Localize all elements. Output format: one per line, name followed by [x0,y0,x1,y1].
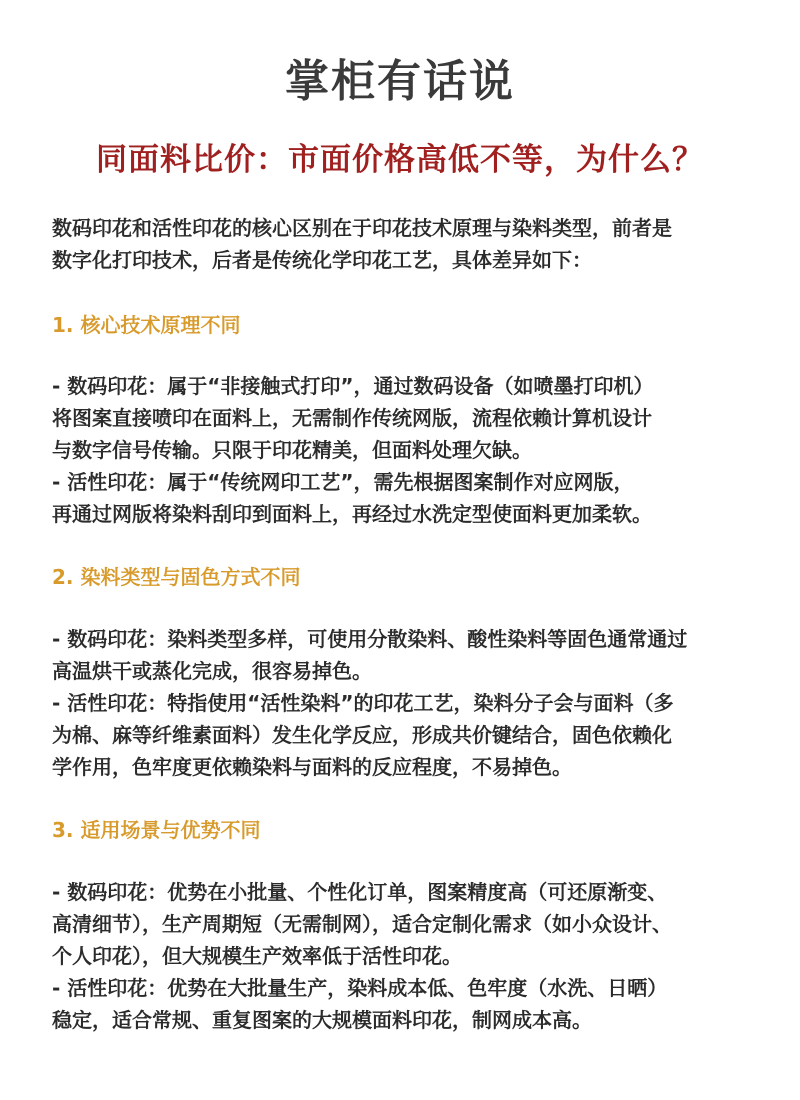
intro-line: 数码印花和活性印花的核心区别在于印花技术原理与染料类型，前者是 [52,216,672,240]
section-1-body [52,370,772,530]
body-line: - 数码印花：属于“非接触式打印”，通过数码设备（如喷墨打印机） [52,374,654,398]
body-line: - 活性印花：优势在大批量生产，染料成本低、色牢度（水洗、日晒） [52,976,668,1000]
section-heading: 3. 适用场景与优势不同 [52,818,261,842]
section-2 [52,561,772,593]
body-line: 高温烘干或蒸化完成，很容易掉色。 [52,659,372,683]
page-subtitle: 同面料比价：市面价格高低不等，为什么？ [96,142,704,178]
body-line: - 数码印花：优势在小批量、个性化订单，图案精度高（可还原渐变、 [52,880,668,904]
body-line: 学作用，色牢度更依赖染料与面料的反应程度，不易掉色。 [52,755,572,779]
section-heading: 2. 染料类型与固色方式不同 [52,565,301,589]
section-3 [52,814,772,846]
body-line: 为棉、麻等纤维素面料）发生化学反应，形成共价键结合，固色依赖化 [52,723,672,747]
body-line: 与数字信号传输。只限于印花精美，但面料处理欠缺。 [52,438,532,462]
body-line: - 活性印花：属于“传统网印工艺”，需先根据图案制作对应网版， [52,470,634,494]
body-line: - 活性印花：特指使用“活性染料”的印花工艺，染料分子会与面料（多 [52,691,674,715]
body-line: 个人印花），但大规模生产效率低于活性印花。 [52,944,462,968]
body-line: 高清细节），生产周期短（无需制网），适合定制化需求（如小众设计、 [52,912,672,936]
intro-paragraph [52,212,772,276]
body-line: 再通过网版将染料刮印到面料上，再经过水洗定型使面料更加柔软。 [52,502,652,526]
intro-line: 数字化打印技术，后者是传统化学印花工艺，具体差异如下： [52,248,592,272]
body-line: 稳定，适合常规、重复图案的大规模面料印花，制网成本高。 [52,1008,592,1032]
body-line: - 数码印花：染料类型多样，可使用分散染料、酸性染料等固色通常通过 [52,627,688,651]
section-2-body [52,623,772,783]
page-title: 掌柜有话说 [285,56,515,107]
body-line: 将图案直接喷印在面料上，无需制作传统网版，流程依赖计算机设计 [52,406,652,430]
section-3-body [52,876,772,1036]
section-heading: 1. 核心技术原理不同 [52,313,241,337]
section-1 [52,309,772,341]
